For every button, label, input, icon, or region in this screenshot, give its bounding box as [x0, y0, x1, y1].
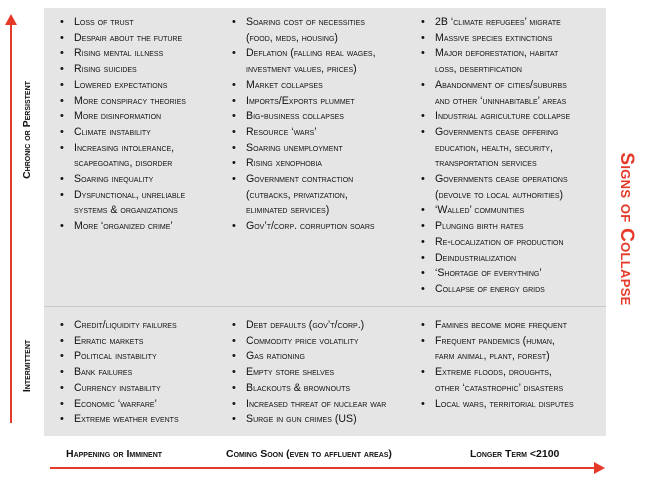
list-item: • Famines become more frequent — [421, 318, 574, 334]
list-item: • Soaring inequality — [60, 172, 186, 188]
list-item: • Erratic markets — [60, 334, 179, 350]
list-item: • Major deforestation, habitat — [421, 46, 570, 62]
list-item: • Gas rationing — [232, 349, 386, 365]
list-item-continuation: scapegoating, disorder — [74, 157, 173, 170]
diagram-title: Signs of Collapse — [616, 152, 637, 306]
list-item: • Re-localization of production — [421, 235, 570, 251]
list-item: • Credit/liquidity failures — [60, 318, 179, 334]
cell-chronic-happening — [60, 15, 186, 235]
list-item: • Loss of trust — [60, 15, 186, 31]
y-axis-line — [10, 24, 12, 423]
x-axis-arrow-icon — [594, 462, 605, 474]
list-item: • Empty store shelves — [232, 365, 386, 381]
list-item: • Despair about the future — [60, 31, 186, 47]
list-item: • Government contraction — [232, 172, 376, 188]
list-item: • Governments cease operations — [421, 172, 570, 188]
x-axis-line — [50, 467, 595, 469]
list-item: • Commodity price volatility — [232, 334, 386, 350]
list-item: • Imports/Exports plummet — [232, 94, 376, 110]
list-item: • Bank failures — [60, 365, 179, 381]
list-item: • ‘Shortage of everything’ — [421, 266, 570, 282]
y-axis-label-intermittent: Intermittent — [21, 339, 33, 393]
list-item: • Blackouts & brownouts — [232, 381, 386, 397]
list-item-continuation: loss, desertification — [435, 63, 522, 76]
cell-chronic-longer-term — [421, 15, 570, 298]
list-item: • Extreme floods, droughts, — [421, 365, 574, 381]
list-item: • Dysfunctional, unreliable — [60, 188, 186, 204]
list-item: • ‘Walled’ communities — [421, 203, 570, 219]
list-item: • Deindustrialization — [421, 251, 570, 267]
list-item: • Market collapses — [232, 78, 376, 94]
list-item-continuation: (devolve to local authorities) — [435, 188, 564, 201]
list-item-continuation: (food, meds, housing) — [246, 31, 338, 44]
list-item: • Resource ‘wars’ — [232, 125, 376, 141]
list-item-continuation: eliminated services) — [246, 204, 330, 217]
x-axis-label-coming-soon: Coming Soon (even to affluent areas) — [226, 448, 392, 460]
cell-intermittent-coming-soon — [232, 318, 386, 428]
list-item: • Local wars, territorial disputes — [421, 397, 574, 413]
list-item: • More conspiracy theories — [60, 94, 186, 110]
cell-intermittent-happening — [60, 318, 179, 428]
list-item: • Increasing intolerance, — [60, 141, 186, 157]
list-item: • Gov’t/corp. corruption soars — [232, 219, 376, 235]
list-item: • 2B ‘climate refugees’ migrate — [421, 15, 570, 31]
list-item: • Soaring unemployment — [232, 141, 376, 157]
list-item: • Industrial agriculture collapse — [421, 109, 570, 125]
list-item: • Rising mental illness — [60, 46, 186, 62]
list-item: • Collapse of energy grids — [421, 282, 570, 298]
list-item-continuation: and other ‘uninhabitable’ areas — [435, 94, 567, 107]
y-axis-arrow-icon — [5, 14, 17, 25]
list-item: • Deflation (falling real wages, — [232, 46, 376, 62]
cell-chronic-coming-soon — [232, 15, 376, 235]
list-item: • Frequent pandemics (human, — [421, 334, 574, 350]
list-item-continuation: investment values, prices) — [246, 63, 357, 76]
list-item: • Rising suicides — [60, 62, 186, 78]
list-item: • Currency instability — [60, 381, 179, 397]
list-item-continuation: education, health, security, — [435, 141, 553, 154]
list-item-continuation: (cutbacks, privatization, — [246, 188, 348, 201]
list-item-continuation: other ‘catastrophic’ disasters — [435, 381, 564, 394]
y-axis-label-chronic: Chronic or Persistent — [21, 81, 33, 179]
list-item: • More disinformation — [60, 109, 186, 125]
list-item: • Big-business collapses — [232, 109, 376, 125]
list-item: • More ‘organized crime’ — [60, 219, 186, 235]
list-item: • Increased threat of nuclear war — [232, 397, 386, 413]
list-item: • Lowered expectations — [60, 78, 186, 94]
x-axis-label-longer-term: Longer Term <2100 — [470, 448, 560, 460]
list-item-continuation: transportation services — [435, 157, 537, 170]
row-divider — [44, 306, 606, 307]
list-item-continuation: farm animal, plant, forest) — [435, 350, 550, 363]
list-item: • Soaring cost of necessities — [232, 15, 376, 31]
list-item: • Climate instability — [60, 125, 186, 141]
list-item: • Governments cease offering — [421, 125, 570, 141]
list-item: • Surge in gun crimes (US) — [232, 412, 386, 428]
list-item: • Plunging birth rates — [421, 219, 570, 235]
x-axis-label-happening: Happening or Imminent — [66, 448, 163, 460]
cell-intermittent-longer-term — [421, 318, 574, 412]
list-item: • Abandonment of cities/suburbs — [421, 78, 570, 94]
list-item: • Debt defaults (gov’t/corp.) — [232, 318, 386, 334]
list-item: • Extreme weather events — [60, 412, 179, 428]
list-item: • Political instability — [60, 349, 179, 365]
list-item-continuation: systems & organizations — [74, 204, 178, 217]
list-item: • Massive species extinctions — [421, 31, 570, 47]
list-item: • Economic ‘warfare’ — [60, 397, 179, 413]
list-item: • Rising xenophobia — [232, 156, 376, 172]
